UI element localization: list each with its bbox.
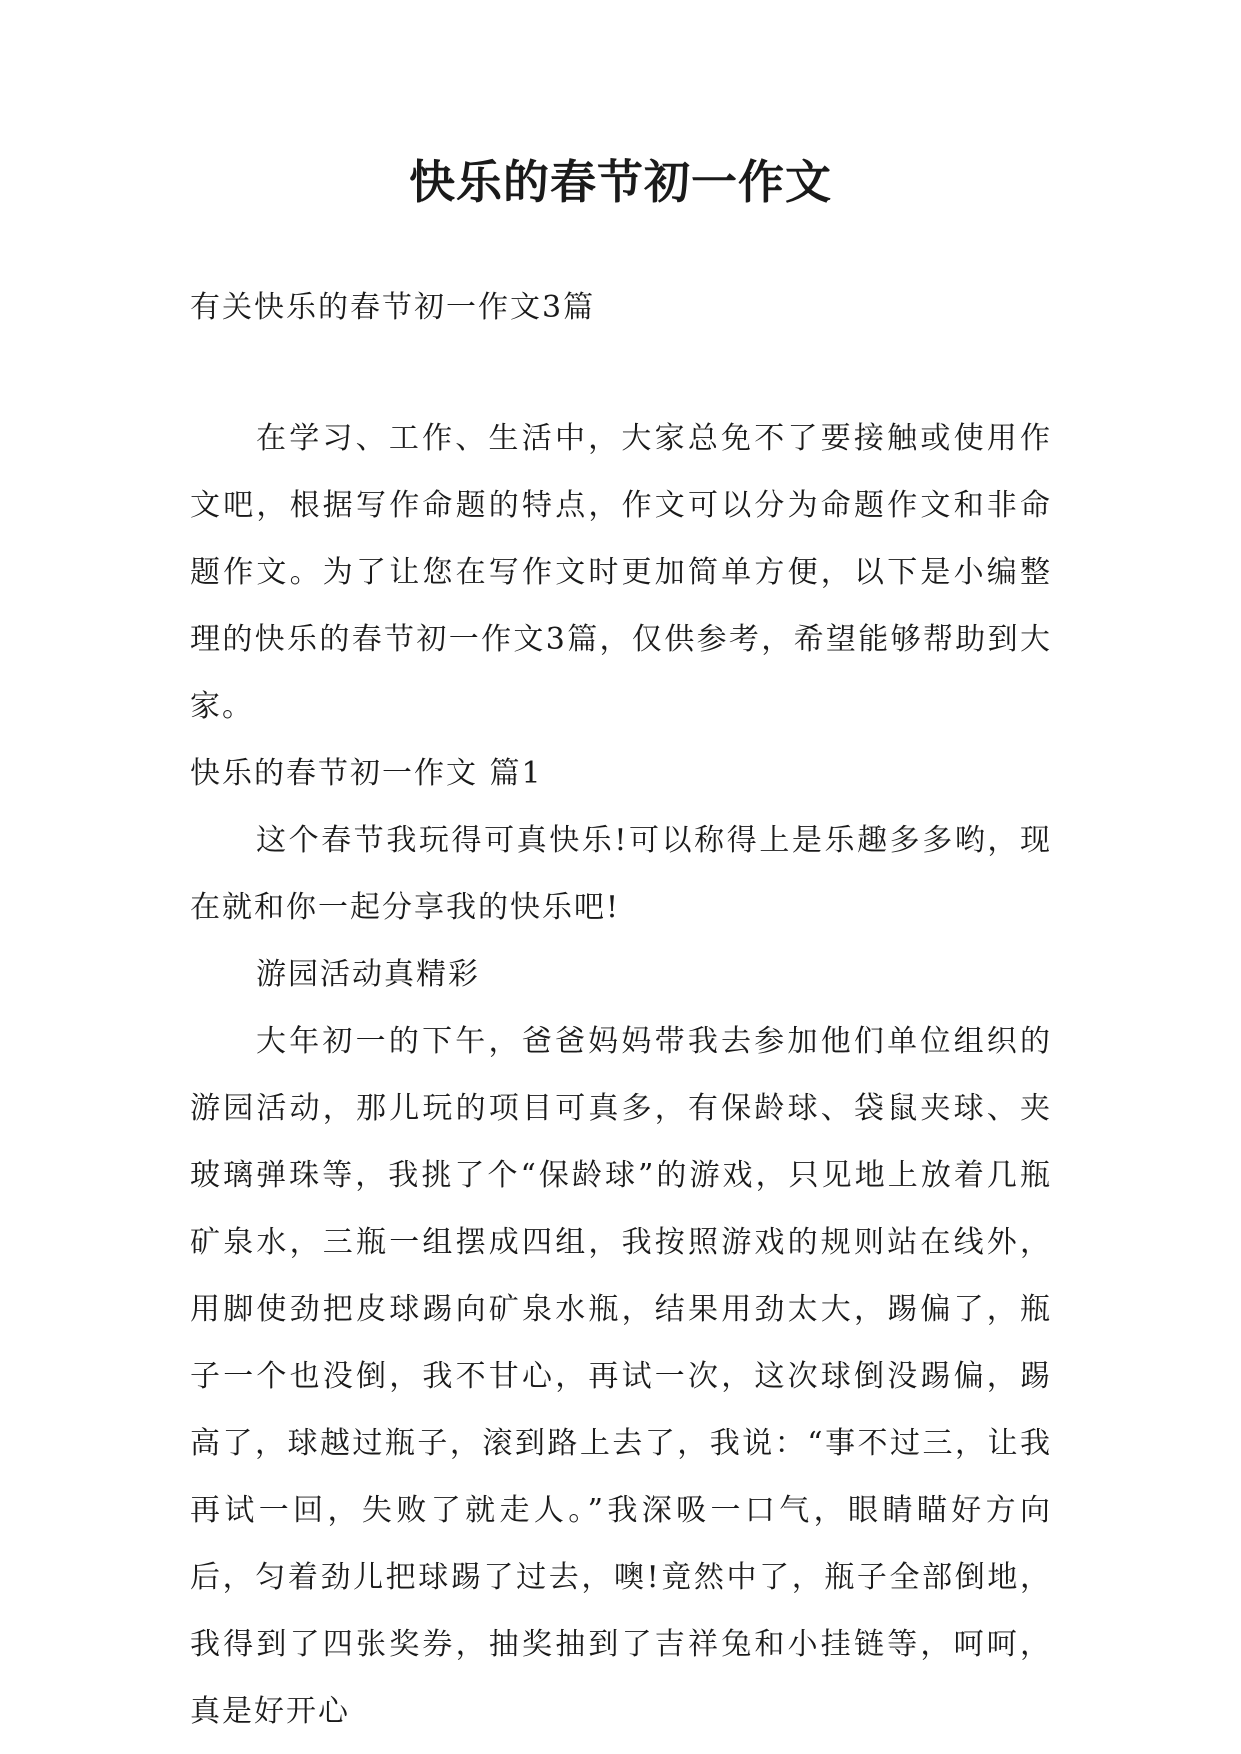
essay-paragraph-1: 这个春节我玩得可真快乐!可以称得上是乐趣多多哟，现在就和你一起分享我的快乐吧! bbox=[190, 823, 1052, 925]
document-title: 快乐的春节初一作文 bbox=[409, 155, 832, 209]
essay-paragraph-2: 大年初一的下午，爸爸妈妈带我去参加他们单位组织的游园活动，那儿玩的项目可真多，有保龄球、袋鼠夹球、夹玻璃弹珠等，我挑了个“保龄球”的游戏，只见地上放着几瓶矿泉水，三瓶一组摆成四组，我按照游戏的规则站在线外，用脚使劲把皮球踢向矿泉水瓶，结果用劲太大，踢偏了，瓶子一个也没倒，我不甘心，再试一次，这次球倒没踢偏，踢高了，球越过瓶子，滚到路上去了，我说：“事不过三，让我再试一回，失败了就走人。”我深吸一口气，眼睛瞄好方向后，匀着劲儿把球踢了过去，噢!竟然中了，瓶子全部倒地，我得到了四张奖券，抽奖抽到了吉祥兔和小挂链等，呵呵，真是好开心 bbox=[190, 1024, 1052, 1729]
intro-paragraph: 在学习、工作、生活中，大家总免不了要接触或使用作文吧，根据写作命题的特点，作文可以分为命题作文和非命题作文。为了让您在写作文时更加简单方便，以下是小编整理的快乐的春节初一作文3篇，仅供参考，希望能够帮助到大家。 bbox=[190, 421, 1052, 724]
document-body bbox=[190, 405, 1052, 1745]
document-subtitle: 有关快乐的春节初一作文3篇 bbox=[190, 290, 596, 325]
section-heading-1: 快乐的春节初一作文 篇1 bbox=[190, 756, 543, 791]
essay-subheading: 游园活动真精彩 bbox=[256, 957, 480, 992]
